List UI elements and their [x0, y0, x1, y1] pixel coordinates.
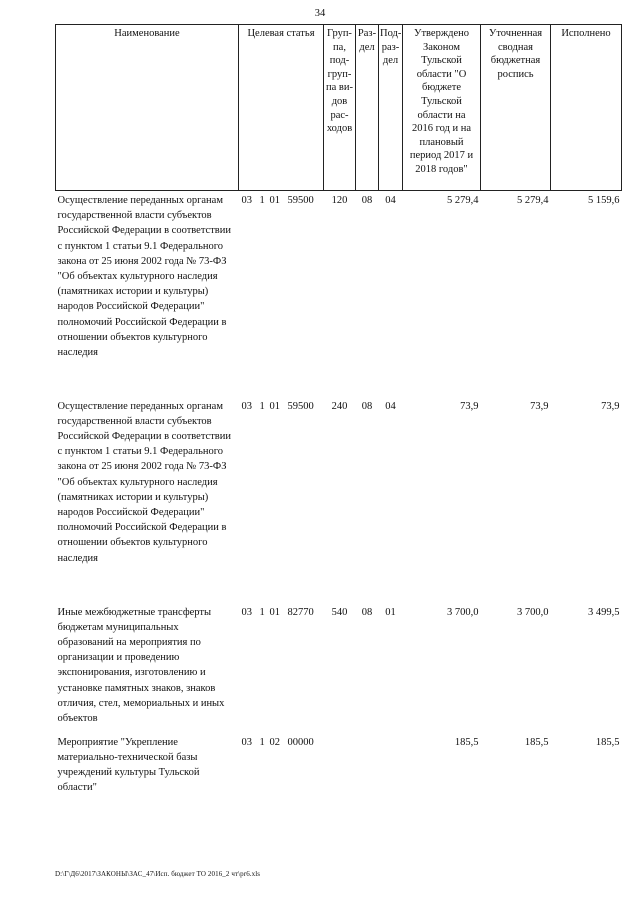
header-section: Раз- дел: [356, 25, 379, 191]
row-refined: 5 279,4: [517, 195, 549, 206]
header-refined: Уточненная сводная бюджетная роспись: [481, 25, 551, 191]
code-event: 02: [269, 736, 280, 748]
row-approved: 185,5: [454, 736, 479, 748]
row-section: [356, 733, 379, 813]
row-subsection: 04: [385, 400, 396, 412]
row-group: 540: [331, 606, 348, 618]
row-executed: 5 159,6: [588, 195, 620, 206]
row-executed: 185,5: [595, 736, 620, 748]
row-target-code: [239, 191, 324, 397]
row-group: [324, 733, 356, 813]
table-row: [56, 733, 622, 813]
code-direction: 59500: [287, 400, 314, 412]
file-path-footer: D:\Г\Д6\2017\ЗАКОНЫ\ЗАС_47\Исп. бюджет ТО 2016_2 чт\pr6.xls: [55, 870, 261, 878]
row-name: Иные межбюджетные трансферты бюджетам муниципальных образований на мероприятия по организации и проведению экспонирования, изготовлению и установке памятных знаков, знаков отличия, стел, мемориальных и иных объектов: [57, 606, 225, 724]
row-executed: 73,9: [601, 400, 620, 412]
budget-table-container: [55, 24, 621, 813]
code-subprogram: 1: [259, 195, 265, 206]
code-subprogram: 1: [259, 400, 265, 412]
code-direction: 00000: [287, 736, 314, 748]
row-approved: 73,9: [460, 400, 479, 412]
header-target: Целевая статья: [239, 25, 324, 191]
code-program: 03: [241, 195, 252, 206]
code-program: 03: [241, 606, 252, 618]
header-row: [56, 25, 622, 191]
row-group: 240: [331, 400, 348, 412]
row-executed: 3 499,5: [588, 606, 620, 618]
row-section: 08: [361, 195, 373, 206]
row-section: 08: [361, 606, 373, 618]
code-program: 03: [241, 400, 252, 412]
row-target-code: [239, 733, 324, 813]
table-row: [56, 191, 622, 397]
row-refined: 185,5: [524, 736, 549, 748]
row-refined: 3 700,0: [517, 606, 549, 618]
page-number: 34: [314, 8, 326, 19]
code-event: 01: [269, 400, 280, 412]
row-refined: 73,9: [530, 400, 549, 412]
table-row: [56, 603, 622, 733]
code-direction: 82770: [287, 606, 314, 618]
code-event: 01: [269, 606, 280, 618]
header-approved: Утверждено Законом Тульской области "О бюджете Тульской области на 2016 год и на плановый период 2017 и 2018 годов": [403, 25, 481, 191]
row-name: Осуществление переданных органам государственной власти субъектов Российской Федерации в соответствии с пунктом 1 статьи 9.1 Федерального закона от 25 июня 2002 года № 73-ФЗ "Об объектах культурного наследия (памятниках истории и культуры) народов Российской Федерации" полномочий Российской Федерации в отношении объектов культурного наследия: [57, 400, 231, 564]
header-group: Груп- па, под- груп- па ви- дов рас- ходов: [324, 25, 356, 191]
row-group: 120: [331, 195, 348, 206]
budget-table: [55, 24, 622, 813]
code-event: 01: [269, 195, 280, 206]
code-subprogram: 1: [259, 736, 265, 748]
row-name: Мероприятие "Укрепление материально-технической базы учреждений культуры Тульской области": [57, 736, 200, 794]
row-section: 08: [361, 400, 373, 412]
header-subsection: Под- раз- дел: [379, 25, 403, 191]
header-executed: Исполнено: [551, 25, 622, 191]
header-name: Наименование: [56, 25, 239, 191]
row-approved: 5 279,4: [447, 195, 479, 206]
code-program: 03: [241, 736, 252, 748]
row-approved: 3 700,0: [447, 606, 479, 618]
row-subsection: 01: [385, 606, 396, 618]
code-direction: 59500: [287, 195, 314, 206]
table-row: [56, 397, 622, 603]
row-subsection: [379, 733, 403, 813]
code-subprogram: 1: [259, 606, 265, 618]
row-target-code: [239, 603, 324, 733]
row-subsection: 04: [385, 195, 396, 206]
row-target-code: [239, 397, 324, 603]
row-name: Осуществление переданных органам государственной власти субъектов Российской Федерации в соответствии с пунктом 1 статьи 9.1 Федерального закона от 25 июня 2002 года № 73-ФЗ "Об объектах культурного наследия (памятниках истории и культуры) народов Российской Федерации" полномочий Российской Федерации в отношении объектов культурного наследия: [57, 195, 231, 359]
